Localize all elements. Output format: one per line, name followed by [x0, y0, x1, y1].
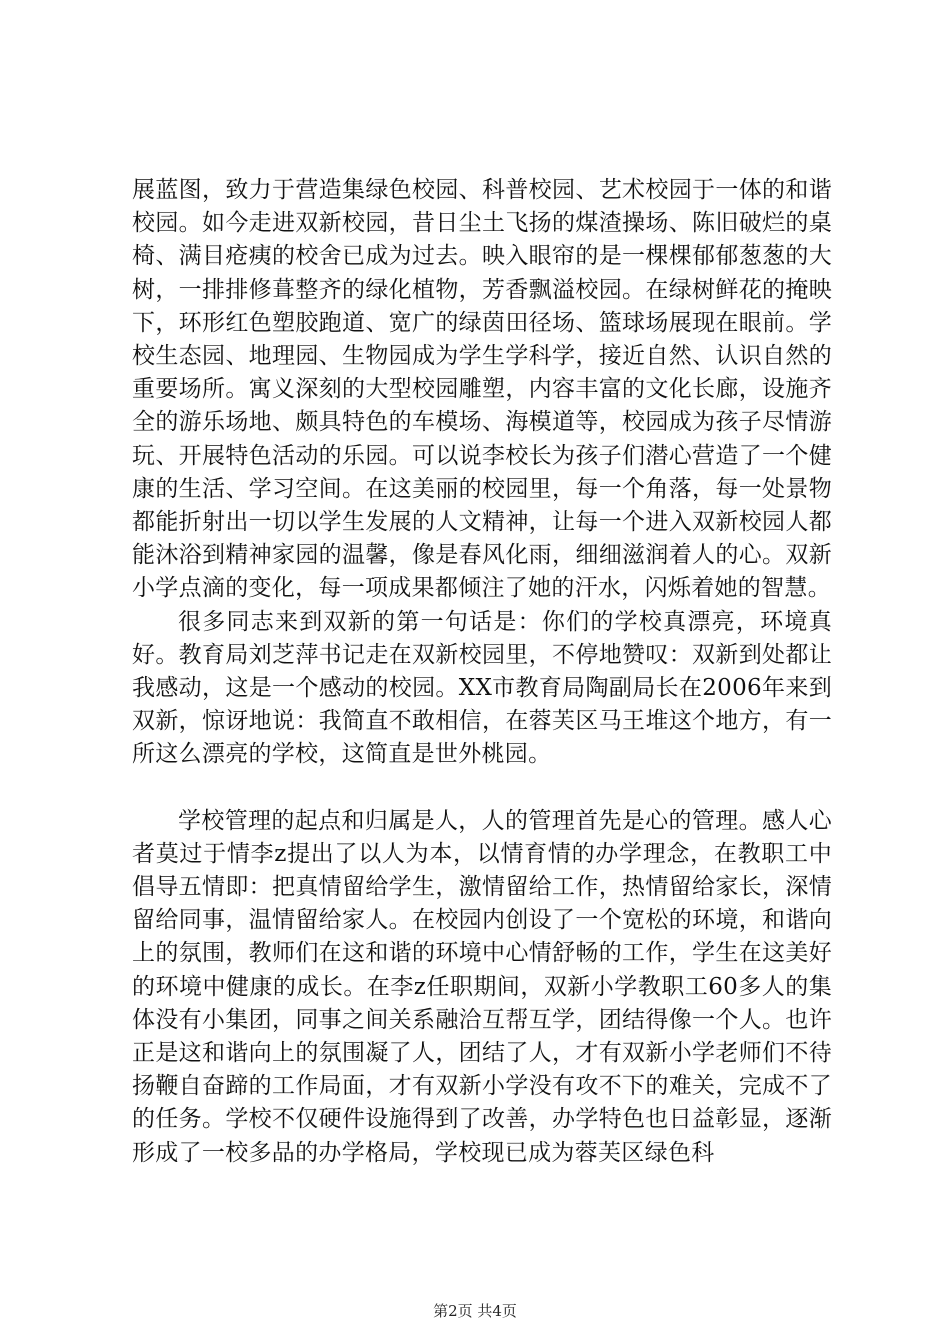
paragraph-management: 学校管理的起点和归属是人，人的管理首先是心的管理。感人心者莫过于情李z提出了以人为本，以情育情的办学理念，在教职工中倡导五情即：把真情留给学生，激情留给工作，热情留给家长，深情留给同事，温情留给家人。在校园内创设了一个宽松的环境，和谐向上的氛围，教师们在这和谐的环境中心情舒畅的工作，学生在这美好的环境中健康的成长。在李z任职期间，双新小学教职工60多人的集体没有小集团，同事之间关系融洽互帮互学，团结得像一个人。也许正是这和谐向上的氛围凝了人，团结了人，才有双新小学老师们不待扬鞭自奋蹄的工作局面，才有双新小学没有攻不下的难关，完成不了的任务。学校不仅硬件设施得到了改善，办学特色也日益彰显，逐渐形成了一校多品的办学格局，学校现已成为蓉芙区绿色科 [132, 807, 832, 1166]
paragraph-continued: 展蓝图，致力于营造集绿色校园、科普校园、艺术校园于一体的和谐校园。如今走进双新校园，昔日尘土飞扬的煤渣操场、陈旧破烂的桌椅、满目疮痍的校舍已成为过去。映入眼帘的是一棵棵郁郁葱葱的大树，一排排修葺整齐的绿化植物，芳香飘溢校园。在绿树鲜花的掩映下，环形红色塑胶跑道、宽广的绿茵田径场、篮球场展现在眼前。学校生态园、地理园、生物园成为学生学科学，接近自然、认识自然的重要场所。寓义深刻的大型校园雕塑，内容丰富的文化长廊，设施齐全的游乐场地、颇具特色的车模场、海模道等，校园成为孩子尽情游玩、开展特色活动的乐园。可以说李校长为孩子们潜心营造了一个健康的生活、学习空间。在这美丽的校园里，每一个角落，每一处景物都能折射出一切以学生发展的人文精神，让每一个进入双新校园人都能沐浴到精神家园的温馨，像是春风化雨，细细滋润着人的心。双新小学点滴的变化，每一项成果都倾注了她的汗水，闪烁着她的智慧。 [132, 177, 832, 602]
paragraph-visitors-praise: 很多同志来到双新的第一句话是：你们的学校真漂亮，环境真好。教育局刘芝萍书记走在双新校园里，不停地赞叹：双新到处都让我感动，这是一个感动的校园。XX市教育局陶副局长在2006年来到双新，惊讶地说：我简直不敢相信，在蓉芙区马王堆这个地方，有一所这么漂亮的学校，这简直是世外桃园。 [132, 608, 832, 768]
page-number: 第2页 共4页 [433, 1302, 517, 1320]
document-body [132, 174, 832, 1170]
paragraph-spacer [132, 772, 832, 805]
page-footer [0, 1300, 950, 1321]
